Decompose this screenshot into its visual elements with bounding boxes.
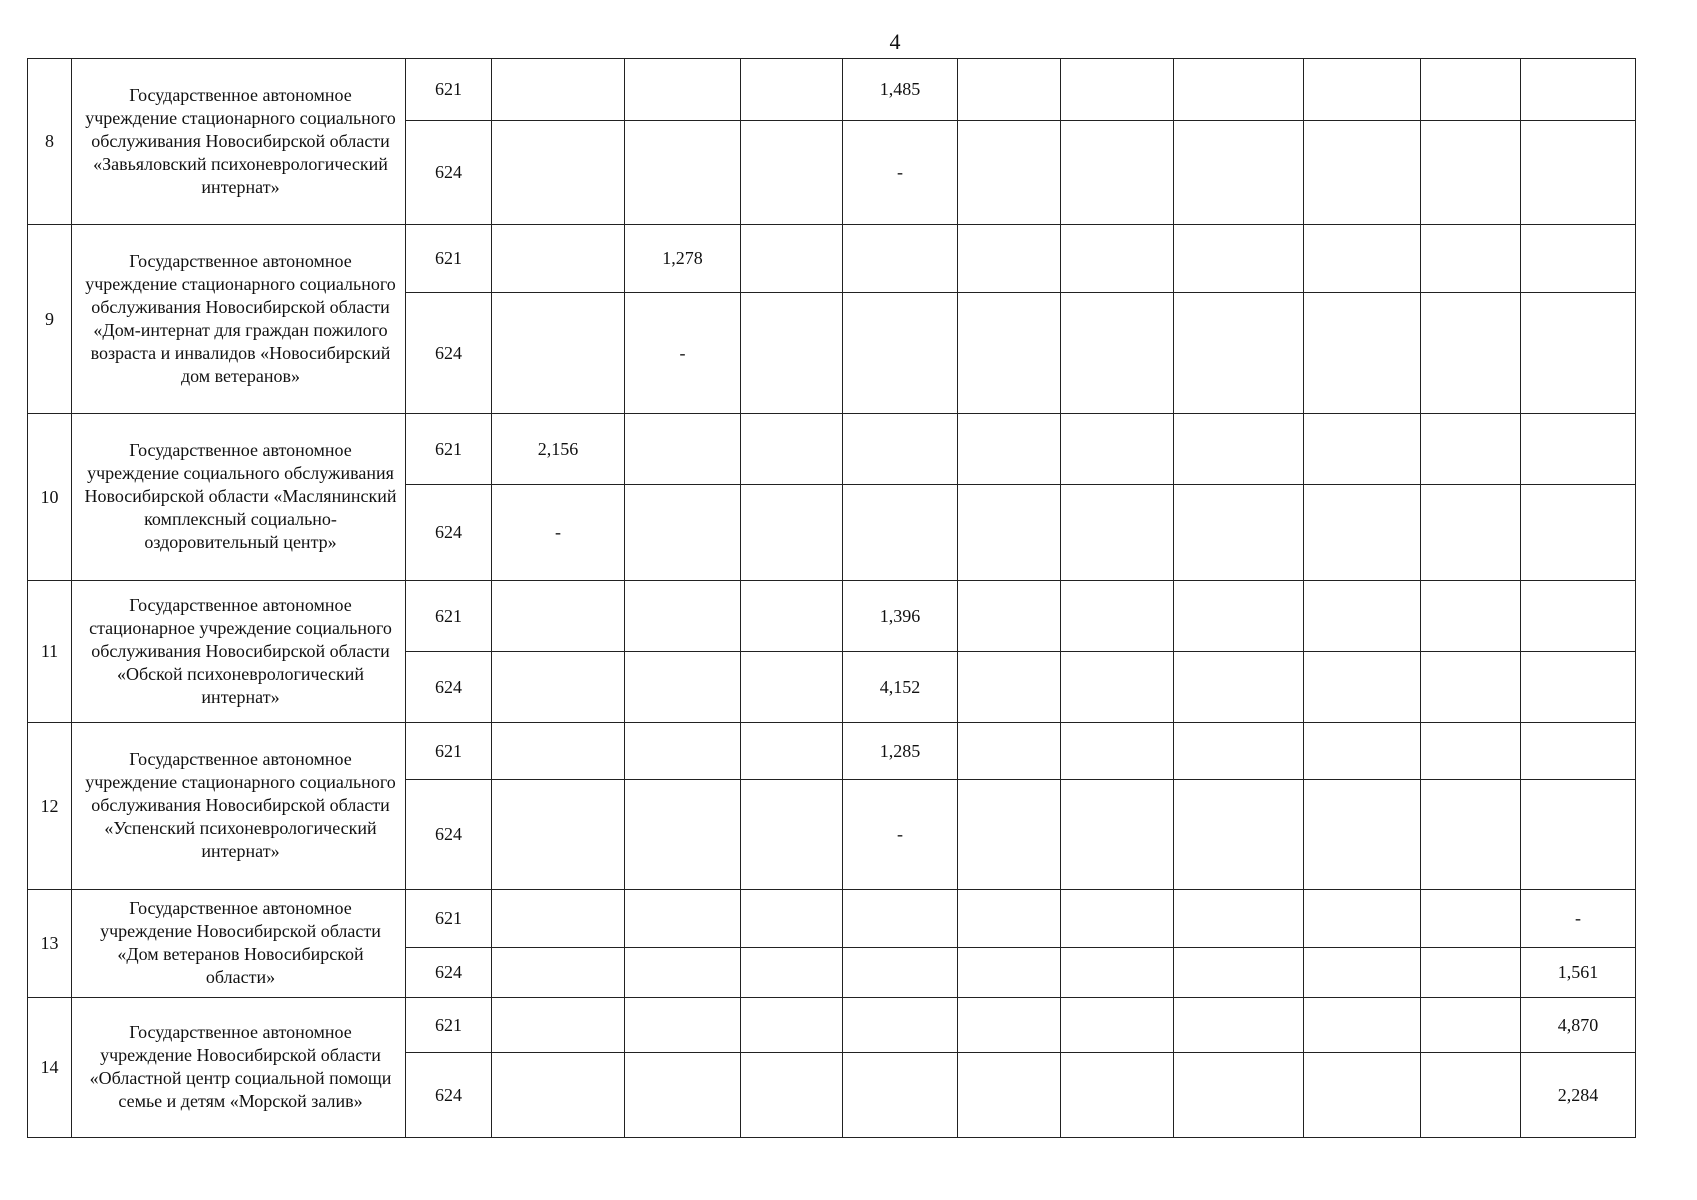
value-cell bbox=[1304, 652, 1421, 723]
value-cell bbox=[1421, 121, 1521, 225]
value-cell: 1,561 bbox=[1521, 948, 1636, 998]
value-cell: 1,396 bbox=[843, 581, 958, 652]
value-cell bbox=[1421, 652, 1521, 723]
value-cell bbox=[741, 1053, 843, 1138]
table-row bbox=[28, 225, 1636, 293]
value-cell bbox=[1304, 121, 1421, 225]
value-cell bbox=[625, 890, 741, 948]
table-row bbox=[28, 998, 1636, 1053]
value-cell bbox=[843, 1053, 958, 1138]
value-cell bbox=[1304, 948, 1421, 998]
value-cell bbox=[1521, 652, 1636, 723]
value-cell bbox=[1174, 414, 1304, 485]
value-cell bbox=[1061, 948, 1174, 998]
table-row bbox=[28, 59, 1636, 121]
expense-code: 621 bbox=[406, 225, 492, 293]
value-cell: 1,285 bbox=[843, 723, 958, 780]
expense-code: 624 bbox=[406, 652, 492, 723]
expense-code: 621 bbox=[406, 414, 492, 485]
value-cell bbox=[843, 293, 958, 414]
value-cell bbox=[958, 998, 1061, 1053]
value-cell bbox=[958, 890, 1061, 948]
institution-name: Государственное автономное учреждение стационарного социального обслуживания Новосибирской области «Завьяловский психоневрологический интернат» bbox=[72, 59, 406, 225]
value-cell bbox=[625, 723, 741, 780]
value-cell: 2,156 bbox=[492, 414, 625, 485]
value-cell: 1,278 bbox=[625, 225, 741, 293]
expense-code: 624 bbox=[406, 948, 492, 998]
expense-code: 621 bbox=[406, 998, 492, 1053]
value-cell: 2,284 bbox=[1521, 1053, 1636, 1138]
expense-code: 621 bbox=[406, 581, 492, 652]
value-cell bbox=[1174, 652, 1304, 723]
expense-code: 621 bbox=[406, 723, 492, 780]
value-cell bbox=[1174, 121, 1304, 225]
value-cell: - bbox=[843, 780, 958, 890]
expense-code: 621 bbox=[406, 59, 492, 121]
value-cell bbox=[958, 780, 1061, 890]
value-cell bbox=[1421, 59, 1521, 121]
value-cell bbox=[1304, 998, 1421, 1053]
value-cell bbox=[492, 998, 625, 1053]
value-cell bbox=[1061, 225, 1174, 293]
value-cell bbox=[1521, 780, 1636, 890]
value-cell bbox=[625, 780, 741, 890]
table-row bbox=[28, 581, 1636, 652]
row-number: 10 bbox=[28, 414, 72, 581]
value-cell bbox=[958, 723, 1061, 780]
value-cell bbox=[1174, 998, 1304, 1053]
value-cell: - bbox=[843, 121, 958, 225]
value-cell bbox=[958, 581, 1061, 652]
value-cell bbox=[1421, 723, 1521, 780]
value-cell bbox=[492, 581, 625, 652]
value-cell bbox=[625, 59, 741, 121]
expense-code: 624 bbox=[406, 485, 492, 581]
value-cell bbox=[843, 948, 958, 998]
value-cell bbox=[492, 780, 625, 890]
value-cell bbox=[958, 293, 1061, 414]
value-cell bbox=[625, 998, 741, 1053]
value-cell bbox=[1174, 890, 1304, 948]
expense-code: 624 bbox=[406, 1053, 492, 1138]
row-number: 9 bbox=[28, 225, 72, 414]
institution-name: Государственное автономное учреждение стационарного социального обслуживания Новосибирской области «Дом-интернат для граждан пожилого возраста и инвалидов «Новосибирский дом ветеранов» bbox=[72, 225, 406, 414]
value-cell bbox=[1304, 59, 1421, 121]
value-cell bbox=[1521, 414, 1636, 485]
value-cell bbox=[958, 485, 1061, 581]
value-cell bbox=[1421, 485, 1521, 581]
value-cell bbox=[1304, 1053, 1421, 1138]
value-cell bbox=[1174, 948, 1304, 998]
value-cell bbox=[1521, 59, 1636, 121]
value-cell bbox=[625, 652, 741, 723]
expense-code: 621 bbox=[406, 890, 492, 948]
value-cell bbox=[741, 293, 843, 414]
value-cell bbox=[1421, 998, 1521, 1053]
value-cell bbox=[741, 225, 843, 293]
table-row bbox=[28, 890, 1636, 948]
value-cell bbox=[625, 485, 741, 581]
value-cell bbox=[1304, 485, 1421, 581]
value-cell bbox=[843, 890, 958, 948]
value-cell bbox=[1521, 121, 1636, 225]
value-cell bbox=[958, 121, 1061, 225]
value-cell bbox=[741, 780, 843, 890]
table-row bbox=[28, 414, 1636, 485]
subsidy-table bbox=[27, 58, 1636, 1138]
value-cell bbox=[492, 121, 625, 225]
value-cell bbox=[741, 890, 843, 948]
value-cell: 1,485 bbox=[843, 59, 958, 121]
value-cell bbox=[1061, 652, 1174, 723]
row-number: 12 bbox=[28, 723, 72, 890]
value-cell bbox=[741, 998, 843, 1053]
value-cell: 4,870 bbox=[1521, 998, 1636, 1053]
value-cell bbox=[1521, 225, 1636, 293]
value-cell bbox=[958, 1053, 1061, 1138]
expense-code: 624 bbox=[406, 121, 492, 225]
value-cell bbox=[1521, 581, 1636, 652]
expense-code: 624 bbox=[406, 780, 492, 890]
value-cell bbox=[1304, 780, 1421, 890]
value-cell bbox=[1174, 723, 1304, 780]
value-cell bbox=[1304, 723, 1421, 780]
value-cell bbox=[1061, 1053, 1174, 1138]
institution-name: Государственное автономное стационарное учреждение социального обслуживания Новосибирской области «Обской психоневрологический интернат» bbox=[72, 581, 406, 723]
value-cell bbox=[492, 59, 625, 121]
value-cell bbox=[1521, 723, 1636, 780]
value-cell bbox=[625, 121, 741, 225]
value-cell bbox=[1061, 723, 1174, 780]
institution-name: Государственное автономное учреждение социального обслуживания Новосибирской области «Маслянинский комплексный социально-оздоровительный центр» bbox=[72, 414, 406, 581]
value-cell bbox=[741, 121, 843, 225]
value-cell bbox=[1421, 414, 1521, 485]
value-cell bbox=[1061, 121, 1174, 225]
value-cell bbox=[1421, 293, 1521, 414]
value-cell bbox=[625, 948, 741, 998]
value-cell bbox=[1174, 485, 1304, 581]
institution-name: Государственное автономное учреждение Новосибирской области «Областной центр социальной помощи семье и детям «Морской залив» bbox=[72, 998, 406, 1138]
value-cell bbox=[741, 485, 843, 581]
table-row bbox=[28, 723, 1636, 780]
value-cell bbox=[1421, 225, 1521, 293]
value-cell bbox=[958, 59, 1061, 121]
value-cell bbox=[1304, 890, 1421, 948]
value-cell: 4,152 bbox=[843, 652, 958, 723]
value-cell bbox=[843, 998, 958, 1053]
value-cell bbox=[1304, 225, 1421, 293]
value-cell bbox=[492, 890, 625, 948]
value-cell bbox=[1421, 890, 1521, 948]
value-cell: - bbox=[625, 293, 741, 414]
row-number: 11 bbox=[28, 581, 72, 723]
value-cell bbox=[741, 59, 843, 121]
value-cell bbox=[1421, 780, 1521, 890]
value-cell bbox=[1061, 293, 1174, 414]
value-cell bbox=[1174, 581, 1304, 652]
value-cell bbox=[1061, 998, 1174, 1053]
value-cell bbox=[958, 652, 1061, 723]
value-cell bbox=[1304, 293, 1421, 414]
value-cell: - bbox=[1521, 890, 1636, 948]
value-cell bbox=[1061, 59, 1174, 121]
value-cell: - bbox=[492, 485, 625, 581]
value-cell bbox=[625, 414, 741, 485]
value-cell bbox=[1061, 890, 1174, 948]
value-cell bbox=[741, 414, 843, 485]
row-number: 14 bbox=[28, 998, 72, 1138]
value-cell bbox=[1174, 780, 1304, 890]
row-number: 8 bbox=[28, 59, 72, 225]
value-cell bbox=[1061, 780, 1174, 890]
value-cell bbox=[492, 225, 625, 293]
value-cell bbox=[1061, 414, 1174, 485]
institution-name: Государственное автономное учреждение Новосибирской области «Дом ветеранов Новосибирской области» bbox=[72, 890, 406, 998]
value-cell bbox=[741, 581, 843, 652]
value-cell bbox=[492, 948, 625, 998]
value-cell bbox=[625, 581, 741, 652]
value-cell bbox=[843, 225, 958, 293]
value-cell bbox=[958, 948, 1061, 998]
value-cell bbox=[843, 414, 958, 485]
value-cell bbox=[1174, 293, 1304, 414]
value-cell bbox=[1304, 414, 1421, 485]
value-cell bbox=[492, 1053, 625, 1138]
value-cell bbox=[625, 1053, 741, 1138]
expense-code: 624 bbox=[406, 293, 492, 414]
value-cell bbox=[958, 225, 1061, 293]
institution-name: Государственное автономное учреждение стационарного социального обслуживания Новосибирской области «Успенский психоневрологический интернат» bbox=[72, 723, 406, 890]
value-cell bbox=[1421, 948, 1521, 998]
value-cell bbox=[1421, 1053, 1521, 1138]
page-number: 4 bbox=[889, 29, 901, 54]
value-cell bbox=[741, 652, 843, 723]
value-cell bbox=[492, 652, 625, 723]
value-cell bbox=[1061, 581, 1174, 652]
value-cell bbox=[1521, 485, 1636, 581]
value-cell bbox=[1304, 581, 1421, 652]
value-cell bbox=[1174, 225, 1304, 293]
value-cell bbox=[492, 293, 625, 414]
value-cell bbox=[1174, 1053, 1304, 1138]
value-cell bbox=[1421, 581, 1521, 652]
value-cell bbox=[958, 414, 1061, 485]
value-cell bbox=[1174, 59, 1304, 121]
value-cell bbox=[741, 948, 843, 998]
value-cell bbox=[741, 723, 843, 780]
value-cell bbox=[1061, 485, 1174, 581]
row-number: 13 bbox=[28, 890, 72, 998]
value-cell bbox=[843, 485, 958, 581]
value-cell bbox=[1521, 293, 1636, 414]
value-cell bbox=[492, 723, 625, 780]
